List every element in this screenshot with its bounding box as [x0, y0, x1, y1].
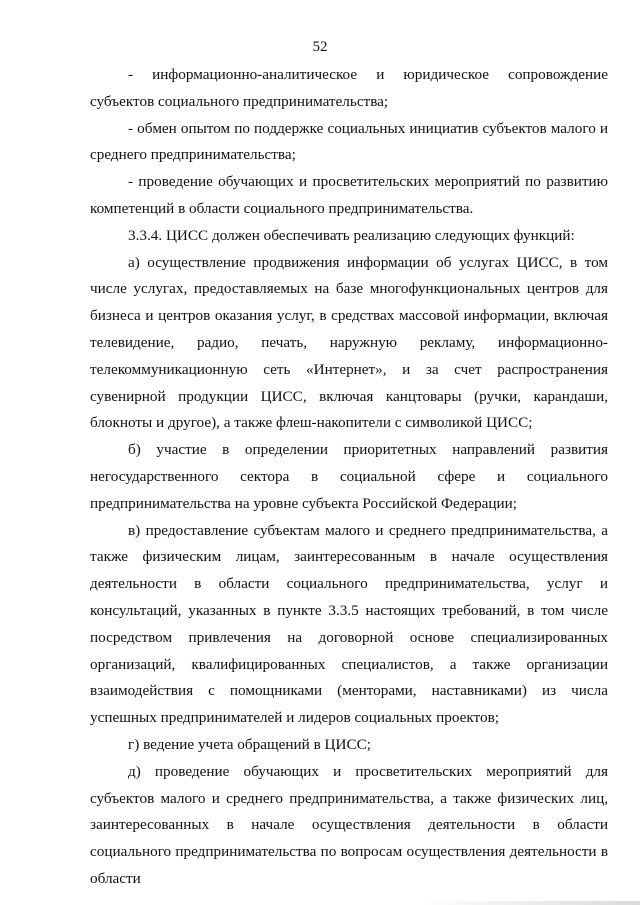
scan-edge-shadow: [420, 901, 640, 905]
paragraph-section-3-3-4: 3.3.4. ЦИСС должен обеспечивать реализацию следующих функций:: [128, 226, 575, 244]
paragraph-legal-support: - информационно-аналитическое и юридическое сопровождение субъектов социального предпринимательства;: [90, 66, 608, 110]
page-number: 52: [312, 39, 328, 55]
paragraph-item-v: в) предоставление субъектам малого и среднего предпринимательства, а также физическим лицам, заинтересованным в начале осуществления деятельности в области социального предпринимательства, услуг и консультаций, указанных в пункте 3.3.5 настоящих требований, в том числе посредством привлечения на договорной основе специализированных организаций, квалифицированных специалистов, а также организации взаимодействия с помощниками (менторами, наставниками) из числа успешных предпринимателей и лидеров социальных проектов;: [90, 521, 608, 727]
paragraph-training-events: - проведение обучающих и просветительских мероприятий по развитию компетенций в области социального предпринимательства.: [90, 173, 608, 217]
paragraph-experience-exchange: - обмен опытом по поддержке социальных инициатив субъектов малого и среднего предпринимательства;: [90, 119, 608, 164]
paragraph-item-b: б) участие в определении приоритетных направлений развития негосударственного сектора в социальной сфере и социального предпринимательства на уровне субъекта Российской Федерации;: [90, 441, 608, 512]
paragraph-item-a: а) осуществление продвижения информации об услугах ЦИСС, в том числе услугах, предоставляемых на базе многофункциональных центров для бизнеса и центров оказания услуг, в средствах массовой информации, включая телевидение, радио, печать, наружную рекламу, информационно-телекоммуникационную сеть «Интернет», и за счет распространения сувенирной продукции ЦИСС, включая канцтовары (ручки, карандаши, блокноты и другое), а также флеш-накопители с символикой ЦИСС;: [90, 253, 608, 432]
document-body: [90, 62, 608, 893]
paragraph-item-g: г) ведение учета обращений в ЦИСС;: [128, 735, 371, 753]
paragraph-item-d: д) проведение обучающих и просветительских мероприятий для субъектов малого и среднего предпринимательства, а также физических лиц, заинтересованных в начале осуществления деятельности в области социального предпринимательства по вопросам осуществления деятельности в области: [90, 762, 608, 887]
